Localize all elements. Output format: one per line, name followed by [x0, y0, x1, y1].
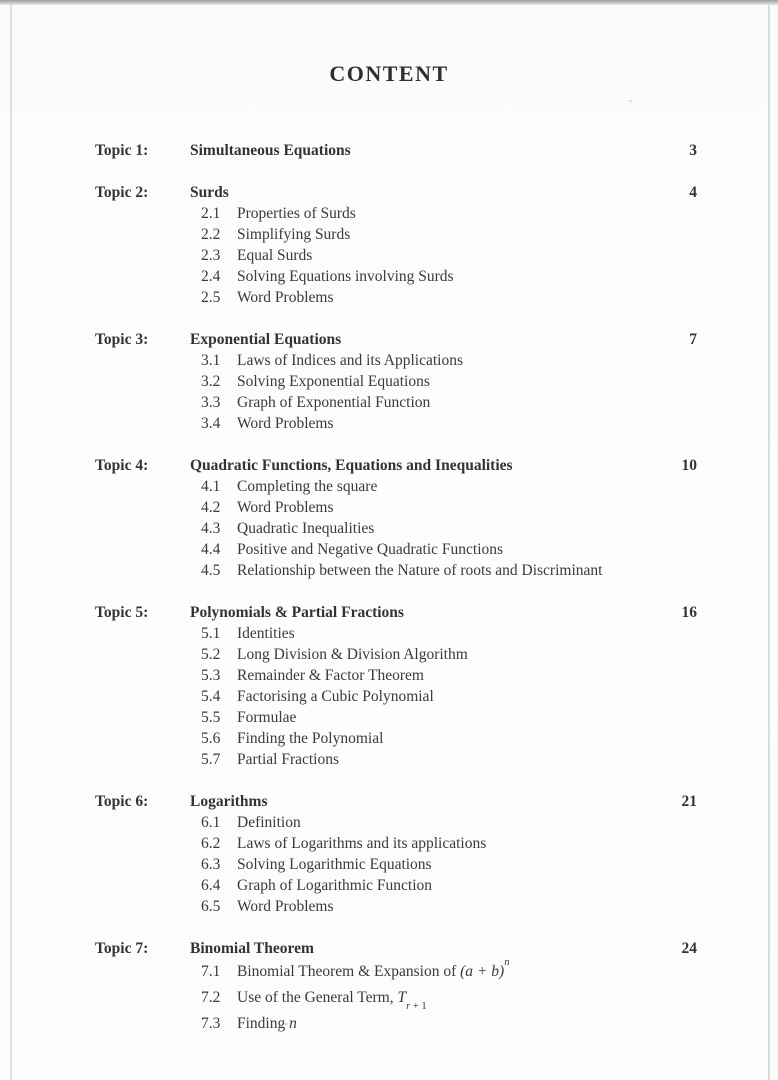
subtopic-number: 5.1	[201, 625, 221, 642]
toc-topic-block	[95, 329, 697, 434]
subtopic-number: 4.3	[201, 520, 221, 537]
subtopic-number: 3.1	[201, 352, 221, 369]
toc-subtopic-row	[95, 350, 697, 371]
subtopic-list	[95, 812, 697, 917]
toc-topic-block	[95, 938, 697, 1037]
topic-page-number: 16	[681, 604, 697, 621]
subtopic-title: Long Division & Division Algorithm	[237, 646, 468, 663]
subtopic-number: 4.1	[201, 478, 221, 495]
toc-subtopic-row	[95, 245, 697, 266]
subtopic-list	[95, 350, 697, 434]
toc-subtopic-row	[95, 392, 697, 413]
subtopic-title: Completing the square	[237, 478, 378, 495]
subtopic-title-segment: (a + b)	[460, 963, 505, 980]
subtopic-title-segment: Finding	[237, 1015, 290, 1032]
subtopic-title: Laws of Logarithms and its applications	[237, 835, 487, 852]
topic-label: Topic 6:	[95, 793, 149, 810]
subtopic-number: 7.3	[201, 1015, 221, 1032]
subtopic-title: Laws of Indices and its Applications	[237, 352, 463, 369]
topic-label: Topic 7:	[95, 940, 149, 957]
topic-label: Topic 1:	[95, 142, 149, 159]
subtopic-number: 2.4	[201, 268, 221, 285]
subtopic-title: Factorising a Cubic Polynomial	[237, 688, 434, 705]
toc-subtopic-row	[95, 985, 697, 1011]
subtopic-title	[237, 985, 697, 1011]
toc-subtopic-row	[95, 413, 697, 434]
toc-topic-heading	[95, 140, 697, 161]
subtopic-title: Solving Logarithmic Equations	[237, 856, 432, 873]
subtopic-number: 6.5	[201, 898, 221, 915]
subtopic-number: 4.4	[201, 541, 221, 558]
subtopic-title: Graph of Exponential Function	[237, 394, 431, 411]
topic-page-number: 21	[681, 793, 697, 810]
subtopic-title: Solving Exponential Equations	[237, 373, 430, 390]
toc-subtopic-row	[95, 497, 697, 518]
toc-subtopic-row	[95, 959, 697, 985]
subtopic-title: Word Problems	[237, 499, 334, 516]
topic-page-number: 10	[681, 457, 697, 474]
toc-subtopic-row	[95, 665, 697, 686]
scan-edge-left	[10, 5, 12, 1080]
subtopic-title: Equal Surds	[237, 247, 313, 264]
subtopic-title: Solving Equations involving Surds	[237, 268, 454, 285]
topic-page-number: 3	[689, 142, 697, 159]
toc-subtopic-row	[95, 833, 697, 854]
toc-topic-block	[95, 182, 697, 308]
subtopic-title-segment: T	[397, 989, 407, 1006]
subtopic-title: Formulae	[237, 709, 297, 726]
subtopic-number: 5.3	[201, 667, 221, 684]
page-title: CONTENT	[329, 61, 449, 86]
subtopic-title: Properties of Surds	[237, 205, 356, 222]
topic-title: Logarithms	[190, 793, 268, 810]
subtopic-title-segment: Use of the General Term,	[237, 989, 398, 1006]
subtopic-title	[237, 1011, 697, 1037]
toc-subtopic-row	[95, 623, 697, 644]
toc-subtopic-row	[95, 476, 697, 497]
subtopic-title	[237, 959, 697, 985]
topic-title: Quadratic Functions, Equations and Inequalities	[190, 457, 513, 474]
toc-topic-block	[95, 140, 697, 161]
toc-subtopic-row	[95, 686, 697, 707]
toc-subtopic-row	[95, 896, 697, 917]
toc-topic-heading	[95, 938, 697, 959]
subtopic-title: Positive and Negative Quadratic Functions	[237, 541, 504, 558]
subtopic-title: Simplifying Surds	[237, 226, 351, 243]
subtopic-title: Remainder & Factor Theorem	[237, 667, 424, 684]
scan-edge-top	[0, 0, 778, 5]
subtopic-number: 3.4	[201, 415, 221, 432]
topic-label: Topic 5:	[95, 604, 149, 621]
subtopic-number: 2.1	[201, 205, 221, 222]
toc-topic-heading	[95, 455, 697, 476]
toc-subtopic-row	[95, 539, 697, 560]
subtopic-title: Definition	[237, 814, 301, 831]
toc-subtopic-row	[95, 266, 697, 287]
subtopic-number: 5.5	[201, 709, 221, 726]
scan-edge-right	[768, 5, 770, 1080]
subtopic-title: Finding the Polynomial	[237, 730, 384, 747]
subtopic-number: 7.2	[201, 989, 221, 1006]
toc-topic-block	[95, 791, 697, 917]
toc-subtopic-row	[95, 224, 697, 245]
subtopic-title-segment: n	[289, 1015, 297, 1032]
subtopic-number: 3.2	[201, 373, 221, 390]
subtopic-title: Graph of Logarithmic Function	[237, 877, 432, 894]
toc-subtopic-row	[95, 203, 697, 224]
subtopic-list	[95, 623, 697, 770]
toc-topic-heading	[95, 602, 697, 623]
subtopic-title: Word Problems	[237, 898, 334, 915]
subtopic-title: Partial Fractions	[237, 751, 340, 768]
toc-subtopic-row	[95, 287, 697, 308]
toc-topic-block	[95, 455, 697, 581]
toc-subtopic-row	[95, 518, 697, 539]
topic-title: Binomial Theorem	[190, 940, 314, 957]
toc-subtopic-row	[95, 371, 697, 392]
subtopic-number: 5.6	[201, 730, 221, 747]
topic-page-number: 24	[681, 940, 697, 957]
scan-speckle	[629, 100, 632, 102]
subtopic-number: 6.4	[201, 877, 221, 894]
subtopic-title: Quadratic Inequalities	[237, 520, 375, 537]
subtopic-number: 5.7	[201, 751, 221, 768]
topic-title: Exponential Equations	[190, 331, 342, 348]
subtopic-number: 5.2	[201, 646, 221, 663]
topic-title: Simultaneous Equations	[190, 142, 351, 159]
subtopic-number: 2.2	[201, 226, 221, 243]
toc-topic-heading	[95, 182, 697, 203]
toc-subtopic-row	[95, 812, 697, 833]
toc-topic-heading	[95, 329, 697, 350]
subtopic-title: Identities	[237, 625, 295, 642]
topic-page-number: 4	[689, 184, 697, 201]
toc-subtopic-row	[95, 644, 697, 665]
subtopic-number: 2.5	[201, 289, 221, 306]
topic-label: Topic 2:	[95, 184, 149, 201]
subtopic-number: 6.3	[201, 856, 221, 873]
subtopic-title: Word Problems	[237, 415, 334, 432]
subtopic-list	[95, 959, 697, 1037]
topic-title: Polynomials & Partial Fractions	[190, 604, 404, 621]
subtopic-number: 6.2	[201, 835, 221, 852]
topic-page-number: 7	[689, 331, 697, 348]
subtopic-number: 4.2	[201, 499, 221, 516]
toc-subtopic-row	[95, 707, 697, 728]
topic-label: Topic 4:	[95, 457, 149, 474]
toc-subtopic-row	[95, 854, 697, 875]
subtopic-title-segment: r	[406, 1001, 411, 1013]
topic-title: Surds	[190, 184, 229, 201]
subtopic-number: 2.3	[201, 247, 221, 264]
subtopic-title: Word Problems	[237, 289, 334, 306]
toc-list	[95, 140, 697, 1058]
toc-subtopic-row	[95, 875, 697, 896]
toc-topic-block	[95, 602, 697, 770]
subtopic-list	[95, 203, 697, 308]
subtopic-number: 7.1	[201, 963, 221, 980]
subtopic-title-segment: n	[504, 957, 510, 969]
toc-subtopic-row	[95, 1011, 697, 1037]
subtopic-number: 4.5	[201, 562, 221, 579]
subtopic-title: Relationship between the Nature of roots and Discriminant	[237, 562, 603, 579]
subtopic-title-segment: Binomial Theorem & Expansion of	[237, 963, 461, 980]
toc-topic-heading	[95, 791, 697, 812]
toc-subtopic-row	[95, 728, 697, 749]
toc-subtopic-row	[95, 749, 697, 770]
subtopic-number: 3.3	[201, 394, 221, 411]
toc-subtopic-row	[95, 560, 697, 581]
subtopic-number: 6.1	[201, 814, 221, 831]
subtopic-number: 5.4	[201, 688, 221, 705]
topic-label: Topic 3:	[95, 331, 149, 348]
subtopic-title-segment: + 1	[410, 1001, 427, 1013]
subtopic-list	[95, 476, 697, 581]
